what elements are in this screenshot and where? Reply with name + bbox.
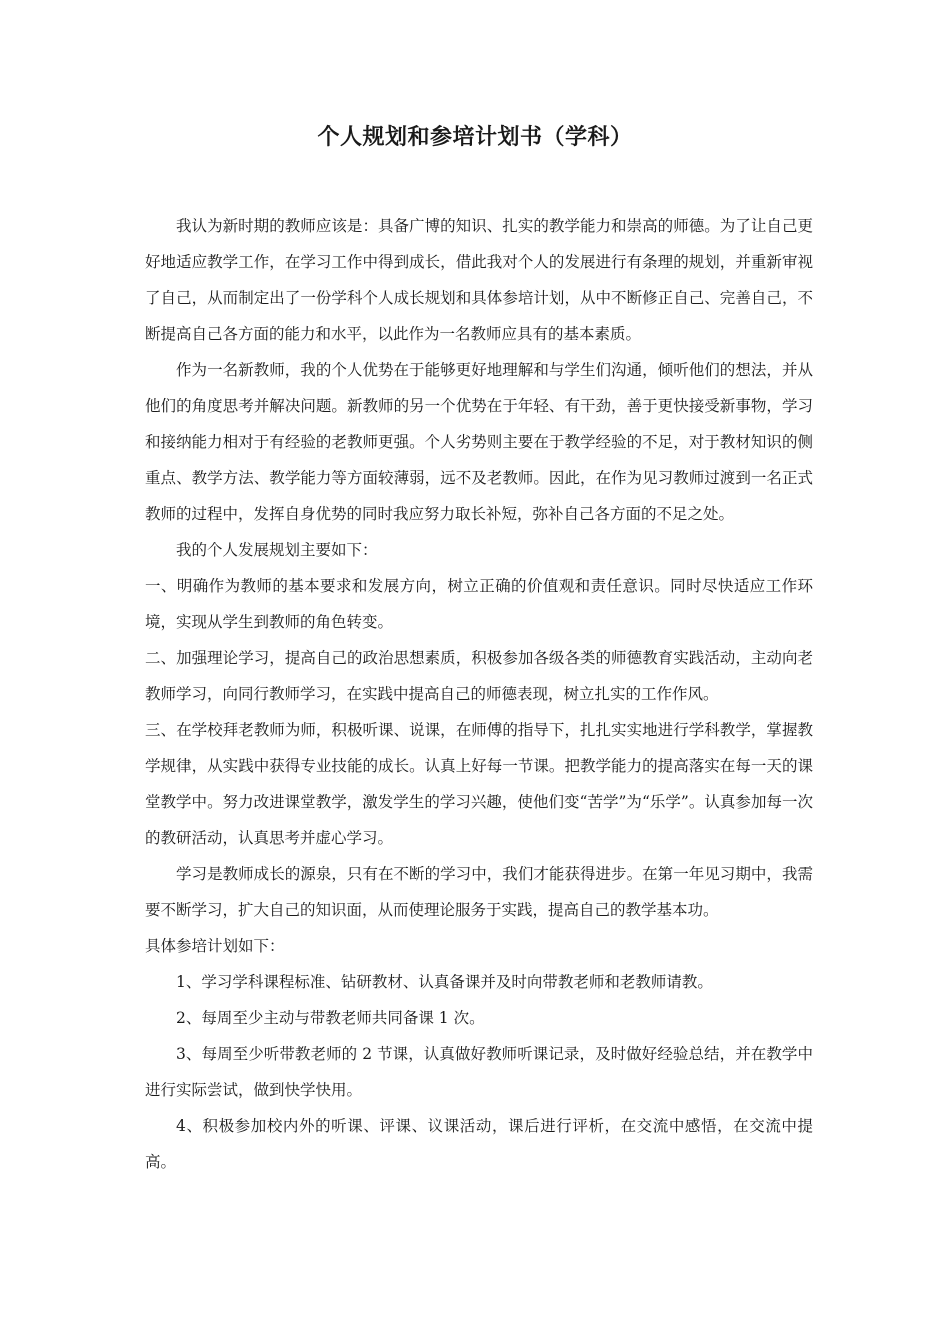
plan-item: 2、每周至少主动与带教老师共同备课 1 次。 (176, 1009, 485, 1027)
plan-item: 1、学习学科课程标准、钻研教材、认真备课并及时向带教老师和老教师请教。 (176, 973, 713, 991)
development-item: 二、加强理论学习，提高自己的政治思想素质，积极参加各级各类的师德教育实践活动，主动向老教师学习，向同行教师学习，在实践中提高自己的师德表现，树立扎实的工作作风。 (145, 649, 813, 703)
learning-paragraph: 学习是教师成长的源泉，只有在不断的学习中，我们才能获得进步。在第一年见习期中，我需要不断学习，扩大自己的知识面，从而使理论服务于实践，提高自己的教学基本功。 (145, 865, 813, 919)
plan-heading: 具体参培计划如下： (145, 937, 285, 955)
plan-intro-paragraph: 我的个人发展规划主要如下： (176, 541, 378, 559)
development-list (145, 568, 813, 856)
document-title: 个人规划和参培计划书（学科） (317, 124, 633, 150)
intro-paragraph: 我认为新时期的教师应该是：具备广博的知识、扎实的教学能力和崇高的师德。为了让自己更好地适应教学工作，在学习工作中得到成长，借此我对个人的发展进行有条理的规划，并重新审视了自己，从而制定出了一份学科个人成长规划和具体参培计划，从中不断修正自己、完善自己，不断提高自己各方面的能力和水平，以此作为一名教师应具有的基本素质。 (145, 217, 813, 343)
development-item: 一、明确作为教师的基本要求和发展方向，树立正确的价值观和责任意识。同时尽快适应工作环境，实现从学生到教师的角色转变。 (145, 577, 813, 631)
development-item: 三、在学校拜老教师为师，积极听课、说课，在师傅的指导下，扎扎实实地进行学科教学，掌握教学规律，从实践中获得专业技能的成长。认真上好每一节课。把教学能力的提高落实在每一天的课堂教学中。努力改进课堂教学，激发学生的学习兴趣，使他们变“苦学”为“乐学”。认真参加每一次的教研活动，认真思考并虚心学习。 (145, 721, 813, 847)
plan-item: 3、每周至少听带教老师的 2 节课，认真做好教师听课记录，及时做好经验总结，并在教学中进行实际尝试，做到快学快用。 (145, 1045, 813, 1099)
plan-item: 4、积极参加校内外的听课、评课、议课活动，课后进行评析，在交流中感悟，在交流中提高。 (145, 1117, 813, 1171)
strengths-paragraph: 作为一名新教师，我的个人优势在于能够更好地理解和与学生们沟通，倾听他们的想法，并从他们的角度思考并解决问题。新教师的另一个优势在于年轻、有干劲，善于更快接受新事物，学习和接纳能力相对于有经验的老教师更强。个人劣势则主要在于教学经验的不足，对于教材知识的侧重点、教学方法、教学能力等方面较薄弱，远不及老教师。因此，在作为见习教师过渡到一名正式教师的过程中，发挥自身优势的同时我应努力取长补短，弥补自己各方面的不足之处。 (145, 361, 813, 523)
document-body (145, 208, 813, 1180)
plan-list (145, 964, 813, 1180)
